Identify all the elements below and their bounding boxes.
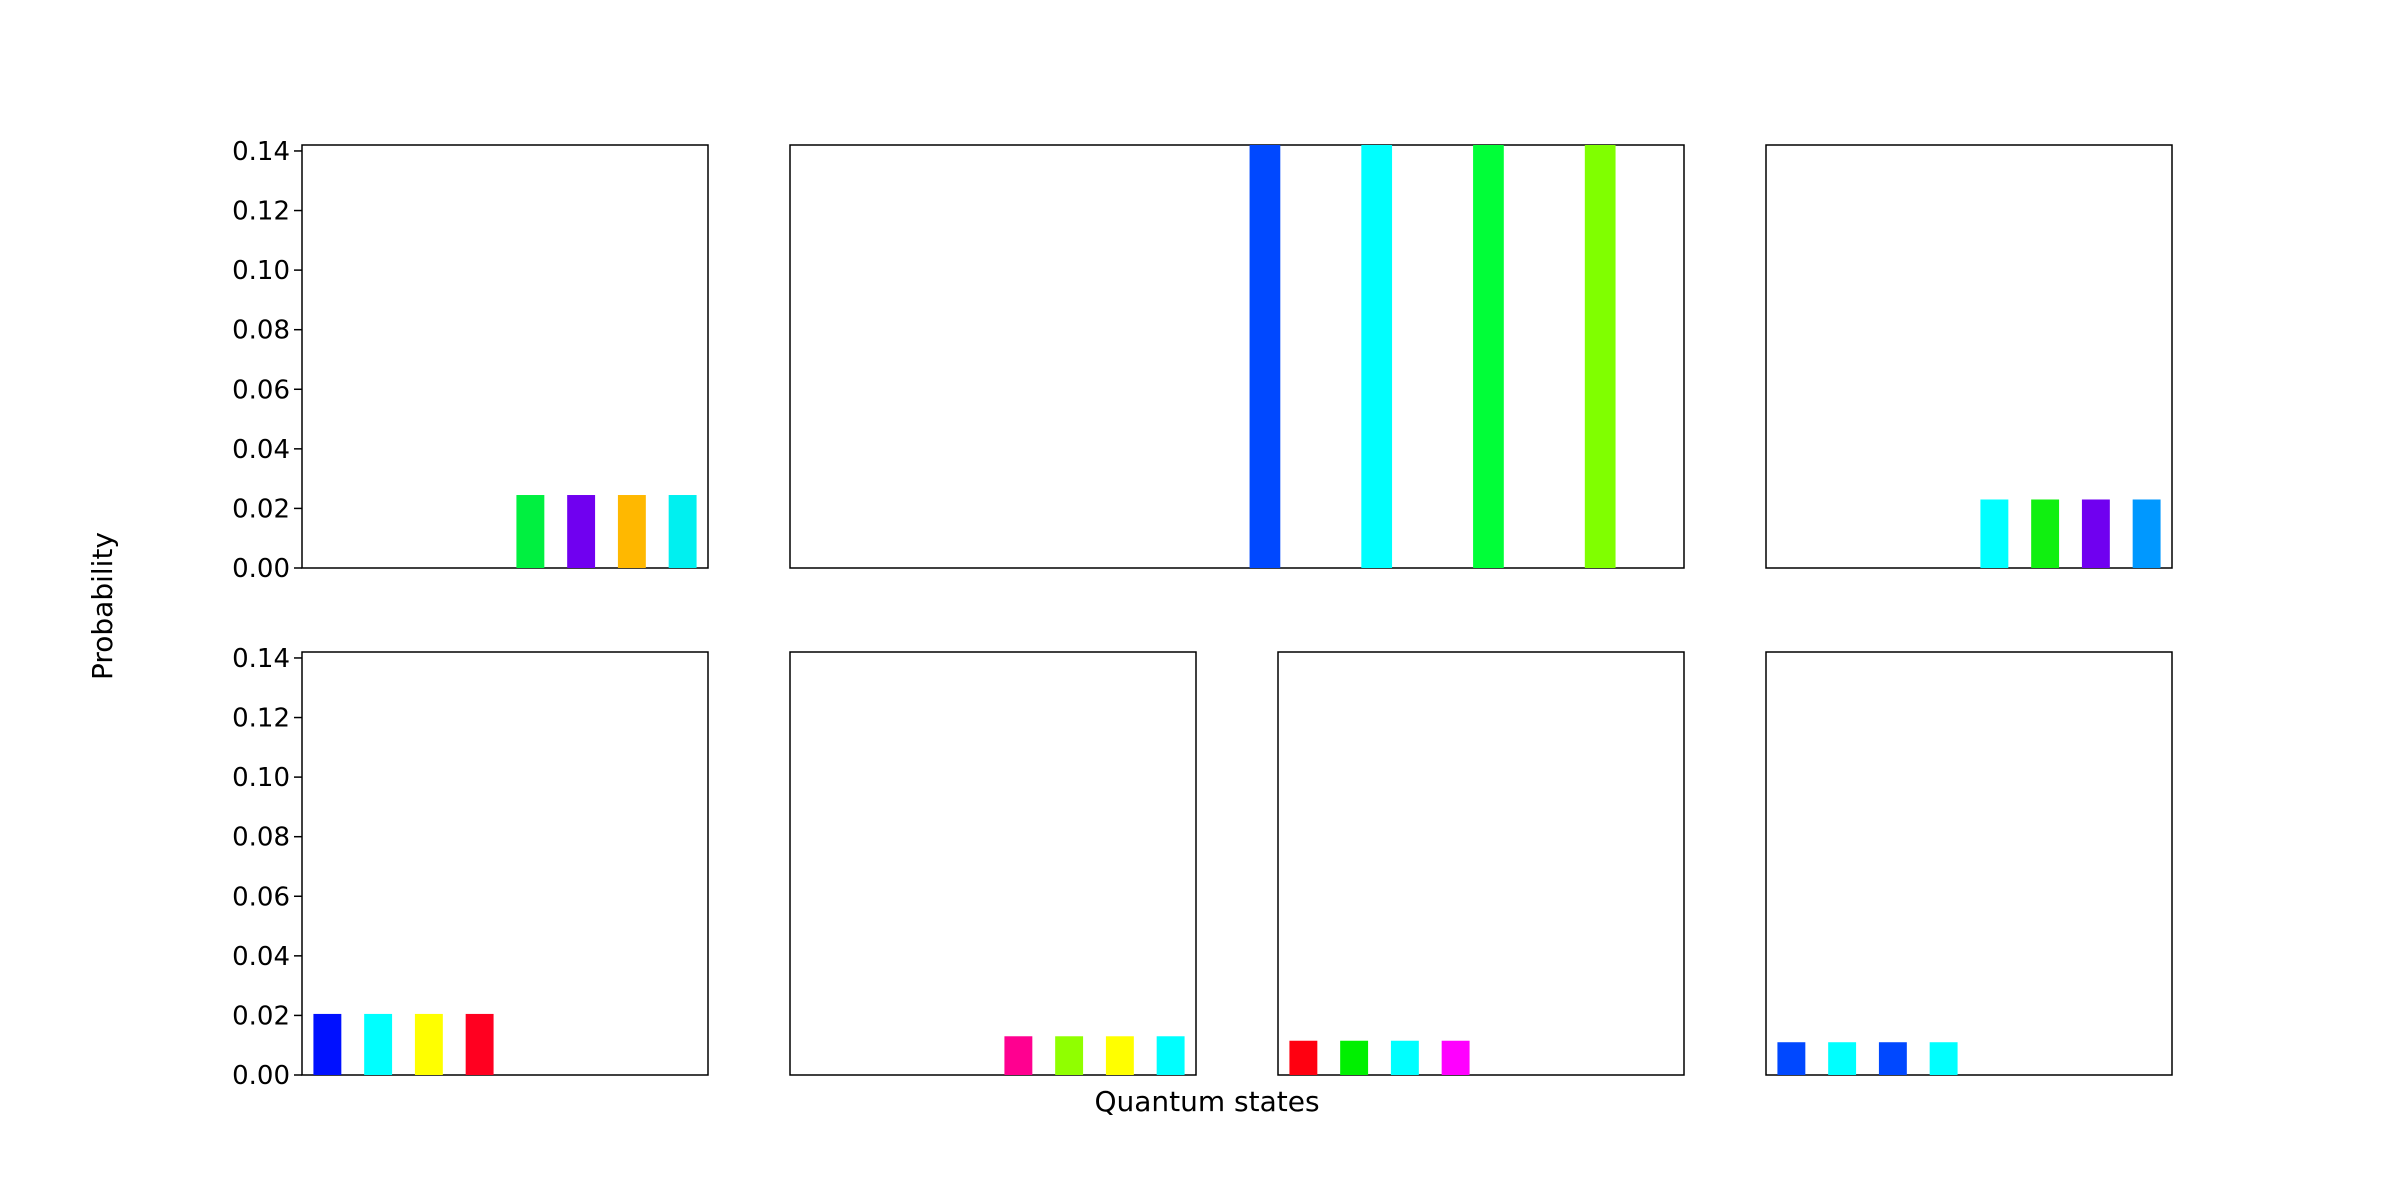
panel-top-1-ytick-label-3: 0.06 xyxy=(232,375,290,406)
panel-bottom-3-frame xyxy=(1278,652,1684,1075)
panel-bottom-3-bar-0 xyxy=(1289,1041,1317,1075)
panel-bottom-3-bar-3 xyxy=(1442,1041,1470,1075)
panel-bottom-4-bar-1 xyxy=(1828,1042,1856,1075)
panel-bottom-3 xyxy=(1278,652,1684,1075)
panel-bottom-1 xyxy=(232,644,708,1091)
panel-top-1-bar-2 xyxy=(618,495,646,568)
panel-bottom-4-frame xyxy=(1766,652,2172,1075)
panel-bottom-4-bar-2 xyxy=(1879,1042,1907,1075)
panel-top-1-ytick-label-0: 0.00 xyxy=(232,554,290,584)
panel-bottom-1-ytick-label-1: 0.02 xyxy=(232,1001,290,1032)
panel-top-2-bar-3 xyxy=(1585,145,1616,568)
panel-bottom-4 xyxy=(1766,652,2172,1075)
panel-bottom-1-ytick-label-6: 0.12 xyxy=(232,703,290,734)
panel-top-2-bar-2 xyxy=(1473,145,1504,568)
panel-top-1 xyxy=(232,137,708,584)
panel-top-3-frame xyxy=(1766,145,2172,568)
panel-top-1-bar-1 xyxy=(567,495,595,568)
panel-top-1-ytick-label-6: 0.12 xyxy=(232,196,290,227)
y-axis-label: Probability xyxy=(86,531,119,681)
panel-bottom-2-frame xyxy=(790,652,1196,1075)
panel-bottom-1-ytick-label-7: 0.14 xyxy=(232,643,290,674)
panel-top-1-ytick-label-2: 0.04 xyxy=(232,434,290,465)
panel-bottom-1-bar-1 xyxy=(364,1014,392,1075)
panel-top-1-ytick-label-7: 0.14 xyxy=(232,136,290,167)
panel-bottom-2 xyxy=(790,652,1196,1075)
panel-bottom-1-bar-2 xyxy=(415,1014,443,1075)
panel-bottom-1-ytick-label-4: 0.08 xyxy=(232,822,290,853)
panel-top-2-bar-0 xyxy=(1250,145,1281,568)
panel-top-2 xyxy=(790,145,1684,568)
panel-bottom-4-bar-0 xyxy=(1777,1042,1805,1075)
panel-bottom-2-bar-3 xyxy=(1157,1036,1185,1075)
panel-top-3-bar-3 xyxy=(2133,499,2161,568)
panel-top-1-ytick-label-5: 0.10 xyxy=(232,256,290,287)
panel-top-2-frame xyxy=(790,145,1684,568)
panel-bottom-2-bar-0 xyxy=(1004,1036,1032,1075)
panel-top-1-ytick-label-4: 0.08 xyxy=(232,315,290,346)
panel-top-1-bar-3 xyxy=(669,495,697,568)
panel-top-1-ytick-label-1: 0.02 xyxy=(232,494,290,525)
panel-top-1-frame xyxy=(302,145,708,568)
panel-bottom-3-bar-2 xyxy=(1391,1041,1419,1075)
panel-bottom-4-bar-3 xyxy=(1930,1042,1958,1075)
panel-bottom-3-bar-1 xyxy=(1340,1041,1368,1075)
panel-top-3 xyxy=(1766,145,2172,568)
panel-bottom-1-frame xyxy=(302,652,708,1075)
panel-bottom-1-ytick-label-0: 0.00 xyxy=(232,1061,290,1091)
panel-bottom-1-bar-0 xyxy=(313,1014,341,1075)
panel-top-3-bar-0 xyxy=(1980,499,2008,568)
panel-top-1-bar-0 xyxy=(516,495,544,568)
panel-top-3-bar-2 xyxy=(2082,499,2110,568)
panel-bottom-1-ytick-label-3: 0.06 xyxy=(232,882,290,913)
panel-bottom-2-bar-1 xyxy=(1055,1036,1083,1075)
panel-bottom-1-ytick-label-2: 0.04 xyxy=(232,941,290,972)
panel-bottom-2-bar-2 xyxy=(1106,1036,1134,1075)
panel-top-3-bar-1 xyxy=(2031,499,2059,568)
panel-top-2-bar-1 xyxy=(1361,145,1392,568)
panel-bottom-1-bar-3 xyxy=(466,1014,494,1075)
x-axis-label: Quantum states xyxy=(1094,1085,1320,1118)
panel-bottom-1-ytick-label-5: 0.10 xyxy=(232,763,290,794)
